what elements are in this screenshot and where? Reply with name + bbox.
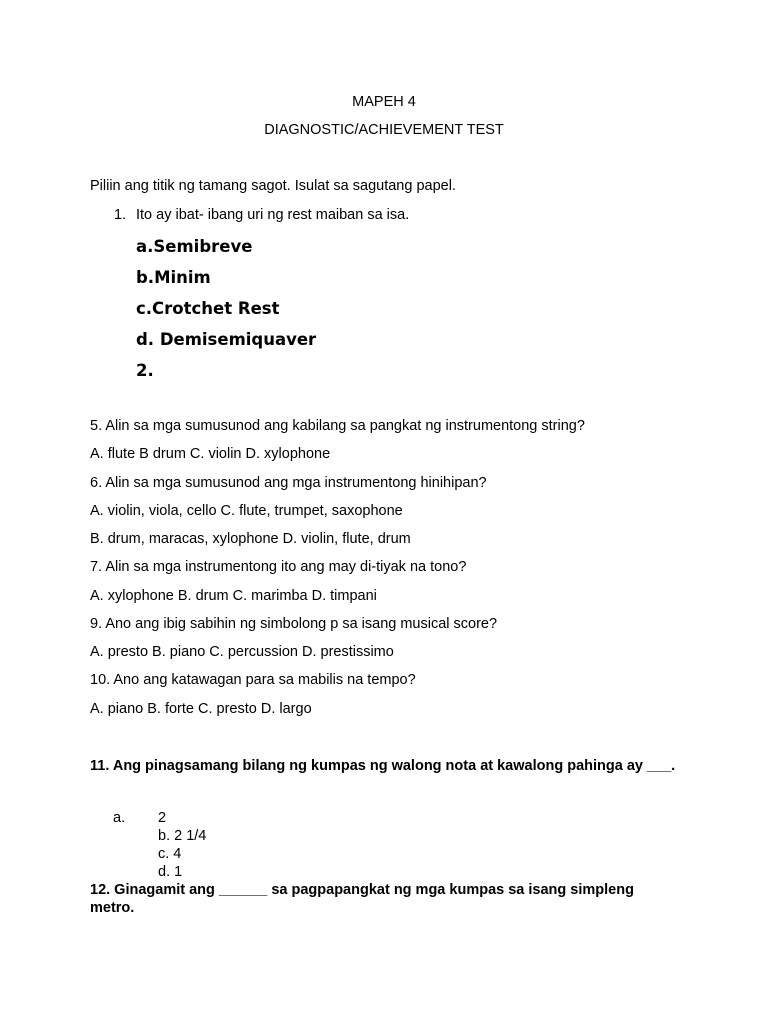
question-5-text: 5. Alin sa mga sumusunod ang kabilang sa pangkat ng instrumentong string? bbox=[90, 418, 585, 434]
question-9-answers: A. presto B. piano C. percussion D. prestissimo bbox=[90, 644, 394, 660]
question-10-answers: A. piano B. forte C. presto D. largo bbox=[90, 701, 312, 717]
question-1-text: Ito ay ibat- ibang uri ng rest maiban sa isa. bbox=[136, 207, 410, 223]
question-6-answers-2: B. drum, maracas, xylophone D. violin, flute, drum bbox=[90, 531, 411, 547]
question-1-choice-d: d. Demisemiquaver bbox=[136, 330, 317, 349]
question-9-text: 9. Ano ang ibig sabihin ng simbolong p sa isang musical score? bbox=[90, 616, 498, 632]
question-1 bbox=[114, 207, 409, 223]
question-11-text: 11. Ang pinagsamang bilang ng kumpas ng walong nota at kawalong pahinga ay ___. bbox=[90, 758, 676, 774]
question-7-answers: A. xylophone B. drum C. marimba D. timpani bbox=[90, 588, 377, 604]
question-11-option-a-value: 2 bbox=[158, 810, 167, 826]
question-5-answers: A. flute B drum C. violin D. xylophone bbox=[90, 446, 331, 462]
question-11-option-d: d. 1 bbox=[158, 864, 183, 880]
question-6-answers-1: A. violin, viola, cello C. flute, trumpet, saxophone bbox=[90, 503, 403, 519]
question-1-choice-b: b.Minim bbox=[136, 268, 211, 287]
question-12-text: 12. Ginagamit ang ______ sa pagpapangkat ng mga kumpas sa isang simpleng metro. bbox=[90, 882, 634, 916]
question-10-text: 10. Ano ang katawagan para sa mabilis na tempo? bbox=[90, 672, 416, 688]
subject-title: MAPEH 4 bbox=[352, 94, 416, 110]
question-11-option-a-label: a. bbox=[113, 810, 126, 826]
question-1-number: 1. bbox=[114, 207, 127, 223]
question-11-option-a bbox=[113, 810, 167, 826]
question-11-option-c: c. 4 bbox=[158, 846, 182, 862]
question-1-choice-c: c.Crotchet Rest bbox=[136, 299, 280, 318]
question-1-choice-a: a.Semibreve bbox=[136, 237, 253, 256]
question-7-text: 7. Alin sa mga instrumentong ito ang may di-tiyak na tono? bbox=[90, 559, 467, 575]
question-6-text: 6. Alin sa mga sumusunod ang mga instrumentong hinihipan? bbox=[90, 475, 487, 491]
question-11-option-b: b. 2 1/4 bbox=[158, 828, 207, 844]
test-title: DIAGNOSTIC/ACHIEVEMENT TEST bbox=[264, 122, 504, 138]
instructions: Piliin ang titik ng tamang sagot. Isulat sa sagutang papel. bbox=[90, 178, 456, 194]
question-2-number: 2. bbox=[136, 361, 154, 380]
